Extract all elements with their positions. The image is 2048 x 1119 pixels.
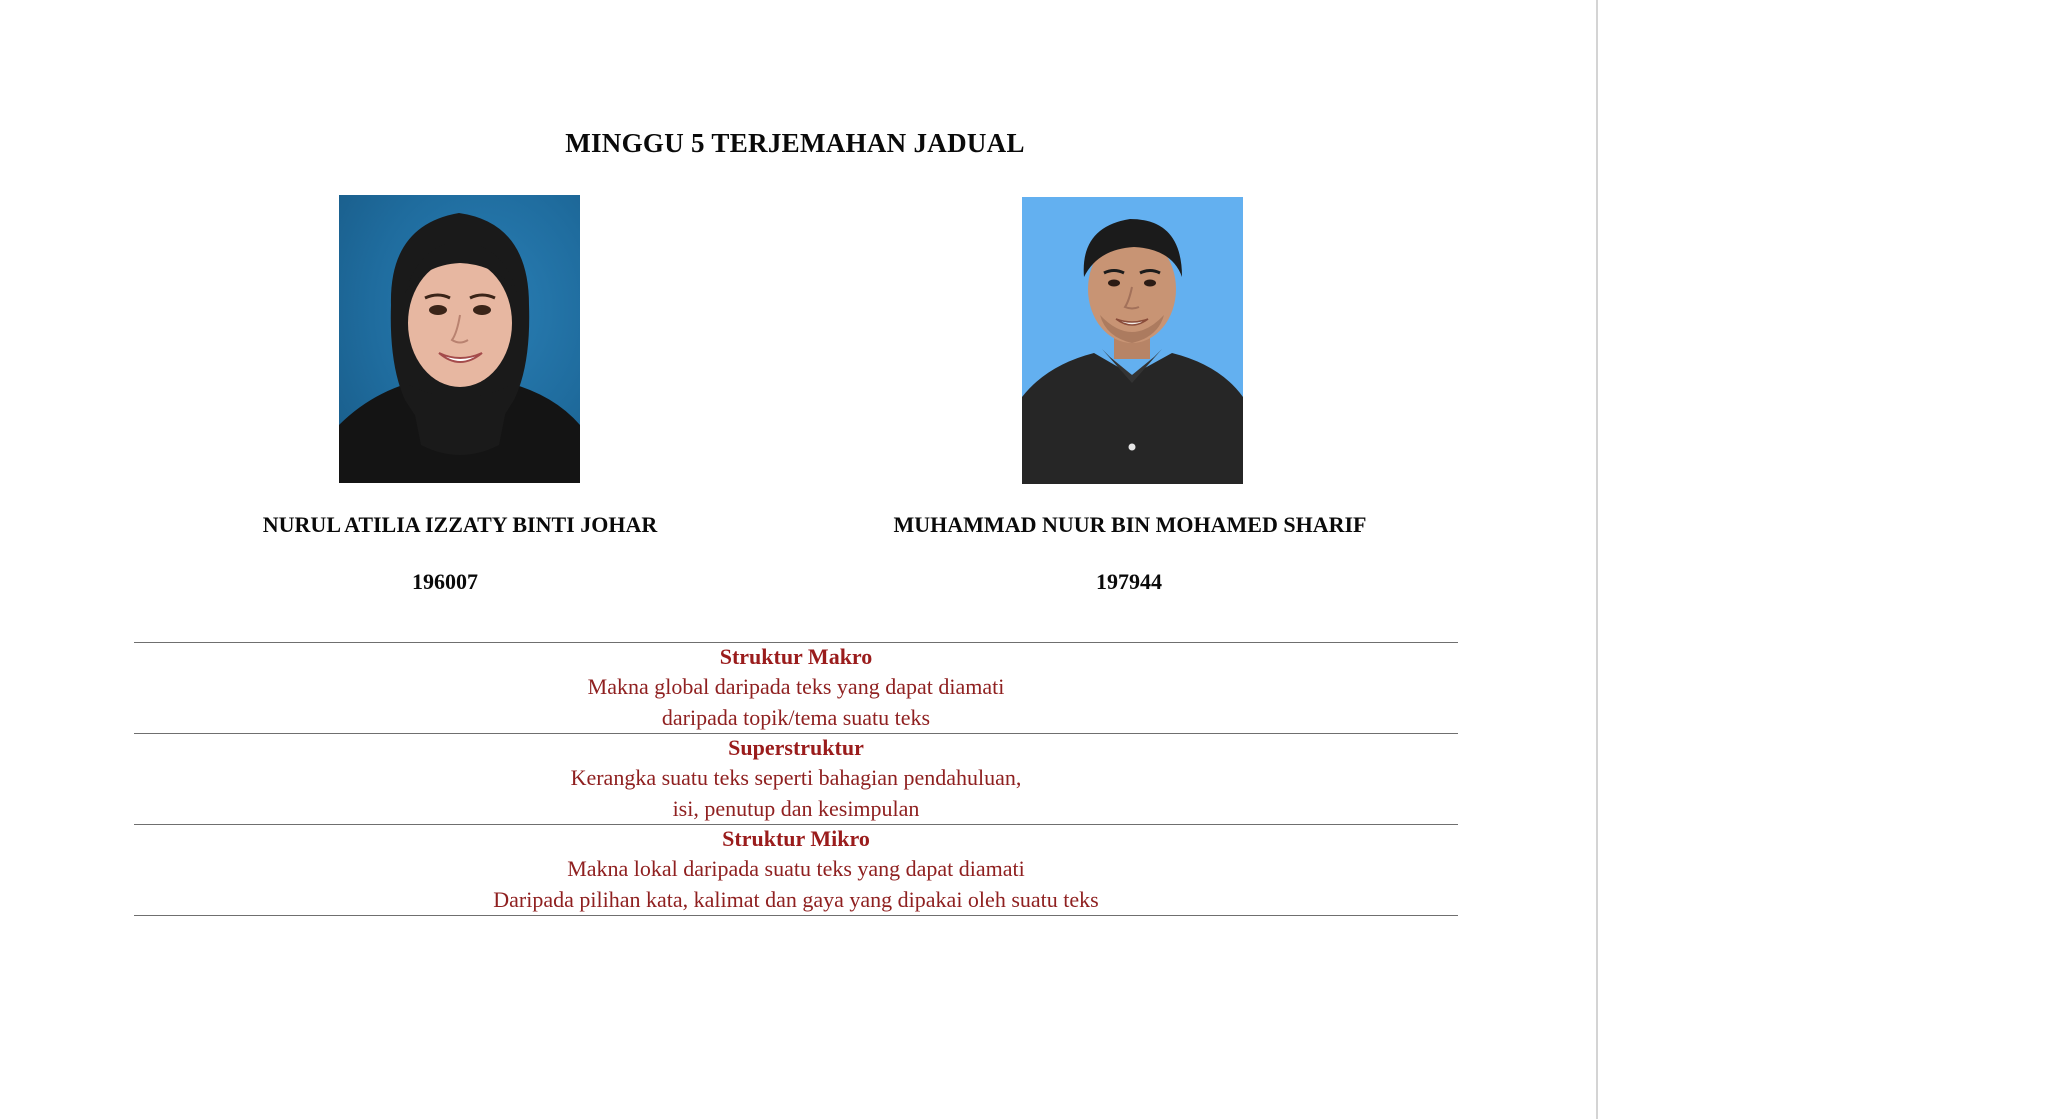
member-id-1: 196007	[412, 569, 478, 594]
row-text-line: isi, penutup dan kesimpulan	[672, 796, 920, 821]
portrait-woman-image	[339, 195, 580, 483]
member-id-2: 197944	[1096, 569, 1162, 594]
row-heading: Struktur Mikro	[722, 826, 870, 851]
row-heading: Struktur Makro	[719, 644, 873, 669]
table-row-struktur-makro	[134, 643, 1458, 733]
row-text-line: Daripada pilihan kata, kalimat dan gaya yang dipakai oleh suatu teks	[493, 887, 1099, 912]
viewer-background	[1598, 0, 2048, 1119]
table-row-struktur-mikro	[134, 825, 1458, 915]
row-text-line: daripada topik/tema suatu teks	[661, 705, 931, 730]
member-photo-2	[1022, 197, 1243, 484]
row-text-line: Makna global daripada teks yang dapat diamati	[587, 674, 1005, 699]
row-text-line: Makna lokal daripada suatu teks yang dapat diamati	[567, 856, 1025, 881]
table-row-superstruktur	[134, 734, 1458, 824]
member-name-2: MUHAMMAD NUUR BIN MOHAMED SHARIF	[893, 512, 1367, 537]
member-photo-1	[339, 195, 580, 483]
table-rule-bottom	[134, 915, 1458, 916]
member-name-1: NURUL ATILIA IZZATY BINTI JOHAR	[262, 512, 658, 537]
row-heading: Superstruktur	[728, 735, 864, 760]
row-text-line: Kerangka suatu teks seperti bahagian pendahuluan,	[570, 765, 1022, 790]
document-title: MINGGU 5 TERJEMAHAN JADUAL	[565, 128, 1025, 158]
structure-table	[134, 642, 1458, 916]
portrait-man-image	[1022, 197, 1243, 484]
